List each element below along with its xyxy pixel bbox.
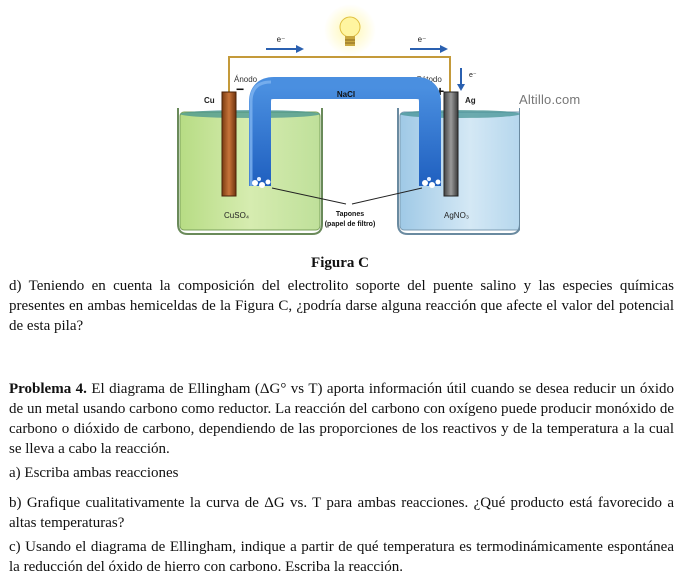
cathode-label: Cátodo — [416, 75, 442, 84]
ag-label: Ag — [465, 96, 476, 105]
anode-sign: − — [236, 81, 245, 97]
plugs-label: Tapones — [335, 211, 365, 218]
question-4c: c) Usando el diagrama de Ellingham, indique a partir de qué temperatura es termodinámicamente espontánea la reducción del óxido de hierro con carbono. Escriba la reacción. — [9, 539, 674, 575]
copper-electrode — [222, 92, 236, 196]
electron-label-left: e⁻ — [276, 35, 286, 44]
electron-arrow-down-icon — [457, 68, 465, 91]
cathode-sign: + — [436, 83, 445, 99]
question-4a: a) Escriba ambas reacciones — [9, 465, 179, 481]
plugs-sublabel: (papel de filtro) — [324, 221, 376, 228]
right-solution-label: AgNO₃ — [444, 211, 470, 220]
watermark: Altillo.com — [519, 92, 581, 107]
electron-arrow-left-icon — [266, 45, 304, 53]
bridge-label: NaCl — [336, 90, 356, 99]
electron-label-right: e⁻ — [417, 35, 427, 44]
electron-arrow-right-icon — [410, 45, 448, 53]
galvanic-cell-diagram — [160, 0, 520, 250]
electron-label-cathode: e⁻ — [469, 72, 477, 79]
cu-label: Cu — [204, 96, 215, 105]
silver-electrode — [444, 92, 458, 196]
left-solution-label: CuSO₄ — [224, 211, 250, 220]
figure-caption: Figura C — [311, 255, 369, 271]
question-4b: b) Grafique cualitativamente la curva de ΔG vs. T para ambas reacciones. ¿Qué producto está favorecido a altas temperaturas? — [9, 495, 674, 531]
galvanic-cell-figure — [160, 0, 520, 250]
anode-label: Ánodo — [234, 75, 258, 84]
problem-4-text: El diagrama de Ellingham (ΔG° vs T) aporta información útil cuando se desea reducir un óxido de un metal usando carbono como reductor. La reacción del carbono con oxígeno puede producir monóxido de carbono o dióxido de carbono, dependiendo de las proporciones de los reactivos y de la temperatura a la cual se lleva a cabo la reacción. — [9, 381, 674, 457]
problem-4-title: Problema 4. — [9, 381, 87, 397]
problem-4-intro — [9, 379, 674, 459]
question-d: d) Teniendo en cuenta la composición del electrolito soporte del puente salino y las especies químicas presentes en ambas hemiceldas de la Figura C, ¿podría darse alguna reacción que afecte el valor del potencial de esta pila? — [9, 278, 674, 334]
